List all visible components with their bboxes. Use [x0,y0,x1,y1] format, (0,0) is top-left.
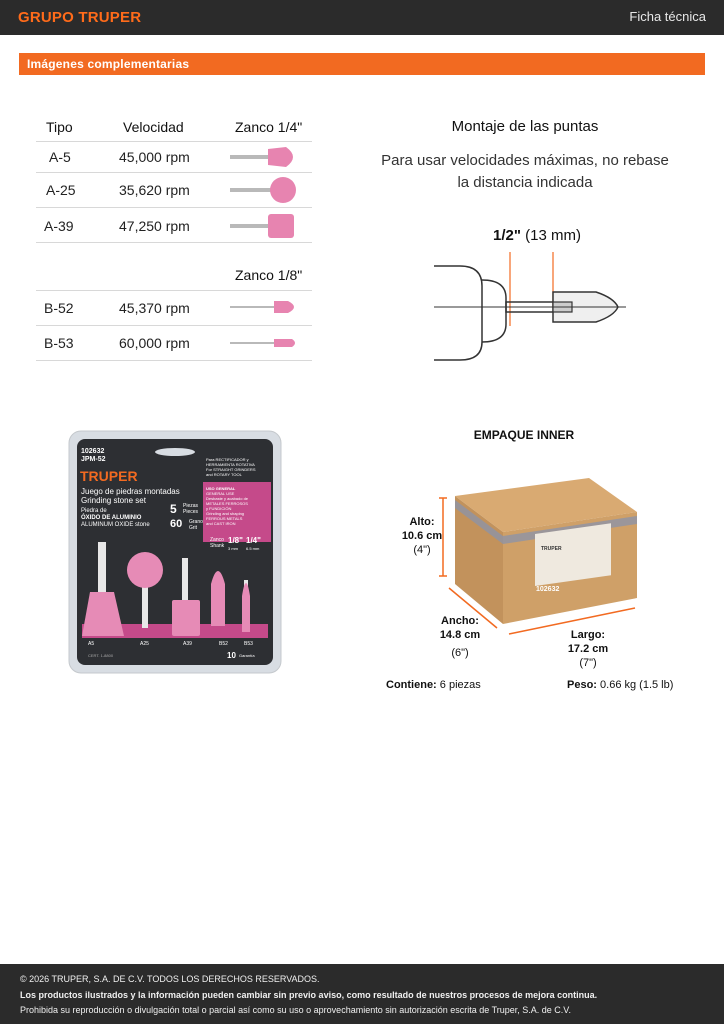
mount-distance-main: 1/2" [493,227,521,244]
package-tool-use: Para RECTIFICADOR y HERRAMIENTA ROTATIVA For STRAIGHT GRINDERS and ROTARY TOOL [206,457,256,477]
cone-tip-icon [230,145,302,169]
table-cell-tipo: A-5 [49,149,71,165]
mount-distance-label [493,227,581,244]
col-header-shank-eighth: Zanco 1/8" [235,267,303,283]
col-header-shank-quarter: Zanco 1/4" [235,119,303,135]
table-cell-velocidad: 35,620 rpm [119,182,190,198]
brand-logo: GRUPO TRUPER [18,9,142,26]
footer-copyright: © 2026 TRUPER, S.A. DE C.V. TODOS LOS DERECHOS RESERVADOS. [20,974,320,984]
package-cert: CERT. 1-8800 [88,653,114,658]
package-general-use: USO GENERAL GENERAL USE Desbaste y acabado de METALES FERROSOS y FUNDICIÓN Grinding and shaping FERROUS METALS and CAST IRON [206,486,249,526]
package-shank-eighth: 1/8" [228,536,243,545]
mounting-diagram [430,246,630,366]
package-product-name: Juego de piedras montadas Grinding stone set [81,487,180,505]
col-header-tipo: Tipo [46,119,73,135]
package-warranty-label: Garantía [239,653,255,658]
inner-box-code: 102632 [536,586,560,593]
footer-prohibition: Prohibida su reproducción o divulgación total o parcial así como su uso o aprovechamiento sin autorización escrita de Truper, S.A. de C.V. [20,1005,571,1015]
inner-box-brand: TRUPER [541,546,562,552]
package-tip-label: B52 [219,641,228,647]
mount-line-1: Para usar velocidades máximas, no rebase [381,152,669,169]
inner-weight: Peso: 0.66 kg (1.5 lb) [567,679,674,691]
table-divider [36,172,312,173]
inner-contents: Contiene: 6 piezas [386,679,481,691]
col-header-velocidad: Velocidad [123,119,184,135]
package-grit-number: 60 [170,518,183,530]
table-cell-tipo: B-53 [44,335,74,351]
dimension-length: Largo: 17.2 cm (7") [567,629,609,669]
package-material: Piedra de ÓXIDO DE ALUMINIO ALUMINUM OXIDE stone [81,508,150,528]
package-shank-quarter-mm: 6.5 mm [246,546,260,551]
table-cell-tipo: B-52 [44,300,74,316]
package-shank-label: Zanco Shank [210,537,225,549]
footer [0,964,724,1024]
table-cell-velocidad: 45,000 rpm [119,149,190,165]
footer-notice: Los productos ilustrados y la información pueden cambiar sin previo aviso, como resultado de nuestros procesos de mejora continua. [20,990,598,1000]
table-cell-tipo: A-25 [46,182,76,198]
package-tip-label: A39 [183,641,192,647]
mount-title: Montaje de las puntas [451,118,599,135]
package-warranty-years: 10 [227,651,236,660]
section-title: Imágenes complementarias [27,57,190,71]
dimension-height: Alto: 10.6 cm (4") [401,516,443,556]
package-shank-eighth-mm: 3 mm [228,546,238,551]
package-tip-label: A5 [88,641,95,647]
cylinder-tip-icon [230,213,302,239]
mount-line-2: la distancia indicada [457,174,593,191]
package-pieces-count: 5 [170,502,177,516]
ball-tip-icon [230,176,302,204]
bullet-tip-icon [230,298,302,316]
package-code: 102632 JPM-52 [81,448,106,463]
table-cell-velocidad: 45,370 rpm [119,300,190,316]
table-divider [36,325,312,326]
document-type: Ficha técnica [629,9,706,24]
package-pieces-label: Piezas Pieces [183,503,199,515]
table-divider [36,141,312,142]
package-brand-logo: TRUPER [80,468,138,484]
package-tip-label: B53 [244,641,253,647]
mount-distance-sub: (13 mm) [525,227,581,244]
top-bar [0,0,724,35]
package-grit-label: Grano Grit [189,519,203,531]
table-cell-velocidad: 60,000 rpm [119,335,190,351]
package-tip-label: A25 [140,641,149,647]
package-shank-quarter: 1/4" [246,536,261,545]
table-divider [36,360,312,361]
table-divider [36,242,312,243]
table-divider [36,207,312,208]
dimension-width: Ancho: 14.8 cm (6") [439,615,481,659]
table-divider [36,290,312,291]
mount-instructions [380,150,670,194]
inner-package-title: EMPAQUE INNER [473,428,575,442]
table-cell-tipo: A-39 [44,218,74,234]
thin-tip-icon [230,337,302,349]
section-header [19,53,705,75]
table-cell-velocidad: 47,250 rpm [119,218,190,234]
